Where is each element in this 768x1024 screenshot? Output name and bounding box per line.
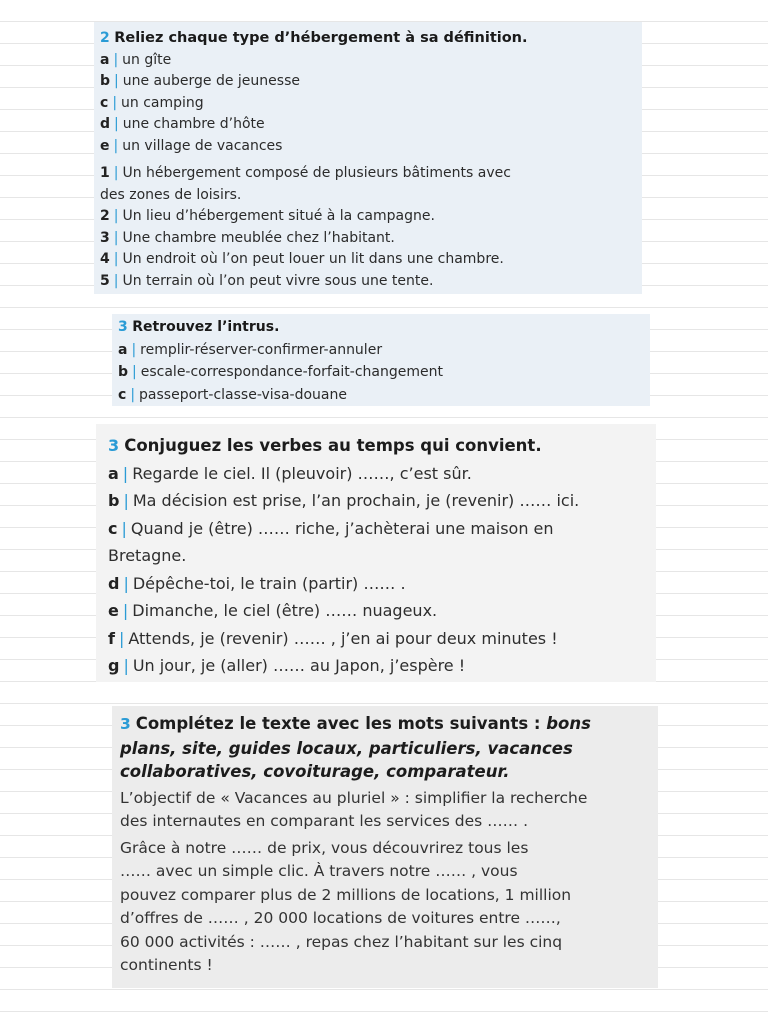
- exercise-title: 2 Reliez chaque type d’hébergement à sa définition.: [100, 30, 528, 46]
- exercise-conjugate-verbs: [96, 424, 656, 682]
- definition-item: 2 | Un lieu d’hébergement situé à la campagne.: [100, 208, 435, 224]
- paragraph-line: …… avec un simple clic. À travers notre …… , vous: [120, 862, 518, 880]
- paragraph-line: continents !: [120, 956, 213, 974]
- list-item: a | Regarde le ciel. Il (pleuvoir) ……, c’est sûr.: [108, 463, 472, 483]
- exercise-find-intruder: [112, 314, 650, 406]
- list-item: c | un camping: [100, 94, 204, 111]
- paragraph-line: Grâce à notre …… de prix, vous découvrirez tous les: [120, 838, 529, 857]
- definition-item: 5 | Un terrain où l’on peut vivre sous une tente.: [100, 272, 434, 289]
- exercise-title: 3 Complétez le texte avec les mots suivants : bons: [120, 714, 591, 733]
- definition-item: 4 | Un endroit où l’on peut louer un lit dans une chambre.: [100, 251, 504, 267]
- list-item: a | remplir-réserver-confirmer-annuler: [118, 341, 383, 358]
- list-item: b | une auberge de jeunesse: [100, 73, 300, 89]
- list-item: f | Attends, je (revenir) …… , j’en ai pour deux minutes !: [108, 628, 558, 648]
- list-item: a | un gîte: [100, 51, 172, 68]
- list-item: c | passeport-classe-visa-douane: [118, 386, 347, 403]
- list-item: e | Dimanche, le ciel (être) …… nuageux.: [108, 601, 438, 620]
- list-item-continuation: Bretagne.: [108, 546, 187, 565]
- definition-item: 1 | Un hébergement composé de plusieurs bâtiments avec: [100, 165, 511, 181]
- paragraph-line: 60 000 activités : …… , repas chez l’habitant sur les cinq: [120, 932, 563, 951]
- list-item: g | Un jour, je (aller) …… au Japon, j’espère !: [108, 656, 466, 675]
- exercise-title-words: plans, site, guides locaux, particuliers, vacances: [120, 738, 573, 758]
- exercise-match-accommodation: [94, 22, 642, 294]
- exercise-title: 3 Retrouvez l’intrus.: [118, 319, 280, 335]
- paragraph-line: pouvez comparer plus de 2 millions de locations, 1 million: [120, 885, 572, 904]
- list-item: b | Ma décision est prise, l’an prochain, je (revenir) …… ici.: [108, 491, 580, 510]
- list-item: d | une chambre d’hôte: [100, 116, 265, 132]
- paragraph-line: L’objectif de « Vacances au pluriel » : simplifier la recherche: [120, 788, 588, 807]
- list-item: d | Dépêche-toi, le train (partir) …… .: [108, 573, 406, 593]
- definition-item-continuation: des zones de loisirs.: [100, 186, 242, 203]
- list-item: b | escale-correspondance-forfait-changement: [118, 364, 443, 380]
- exercise-title-words: collaboratives, covoiturage, comparateur.: [120, 762, 510, 781]
- exercise-title: 3 Conjuguez les verbes au temps qui convient.: [108, 436, 542, 455]
- definition-item: 3 | Une chambre meublée chez l’habitant.: [100, 229, 395, 246]
- exercise-complete-text: [112, 706, 658, 988]
- list-item: e | un village de vacances: [100, 137, 283, 154]
- list-item: c | Quand je (être) …… riche, j’achèterai une maison en: [108, 518, 554, 538]
- paragraph-line: des internautes en comparant les services des …… .: [120, 812, 529, 830]
- paragraph-line: d’offres de …… , 20 000 locations de voitures entre ……,: [120, 909, 561, 927]
